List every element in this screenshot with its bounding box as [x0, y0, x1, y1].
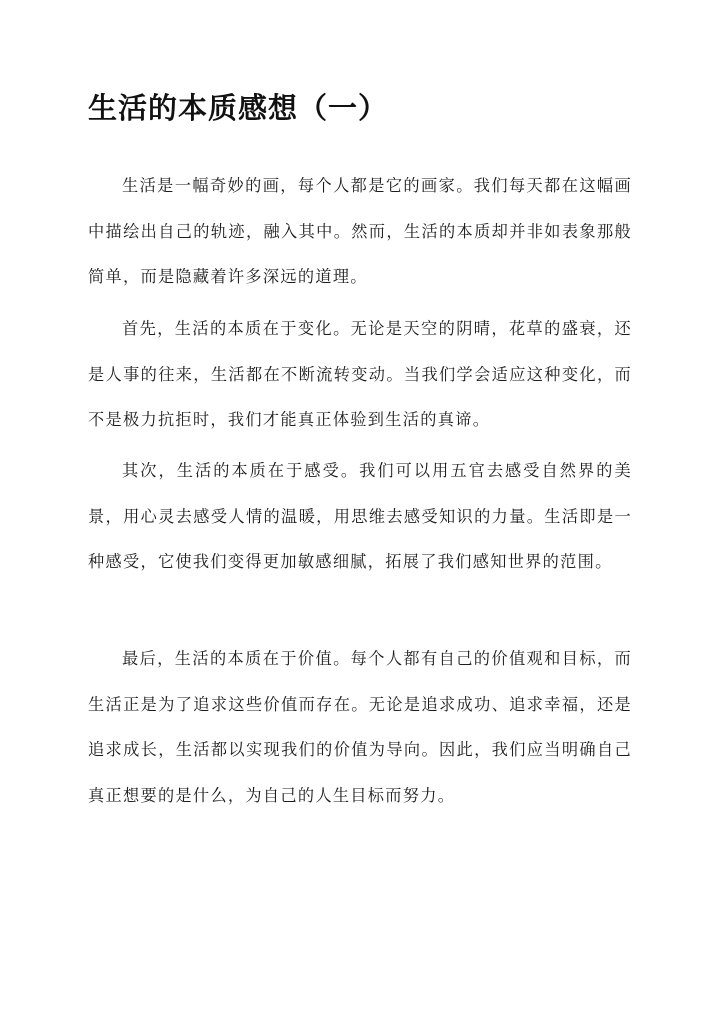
paragraph-value: 最后，生活的本质在于价值。每个人都有自己的价值观和目标，而生活正是为了追求这些价值而存在。无论是追求成功、追求幸福，还是追求成长，生活都以实现我们的价值为导向。因此，我们应当明确自己真正想要的是什么，为自己的人生目标而努力。 [88, 649, 632, 805]
document-title: 生活的本质感想（一） [88, 91, 389, 125]
paragraph-change: 首先，生活的本质在于变化。无论是天空的阴晴，花草的盛衰，还是人事的往来，生活都在不断流转变动。当我们学会适应这种变化，而不是极力抗拒时，我们才能真正体验到生活的真谛。 [88, 319, 632, 429]
paragraph-intro: 生活是一幅奇妙的画，每个人都是它的画家。我们每天都在这幅画中描绘出自己的轨迹，融入其中。然而，生活的本质却并非如表象那般简单，而是隐藏着许多深远的道理。 [88, 176, 632, 286]
paragraph-feeling: 其次，生活的本质在于感受。我们可以用五官去感受自然界的美景，用心灵去感受人情的温暖，用思维去感受知识的力量。生活即是一种感受，它使我们变得更加敏感细腻，拓展了我们感知世界的范围。 [88, 461, 632, 571]
